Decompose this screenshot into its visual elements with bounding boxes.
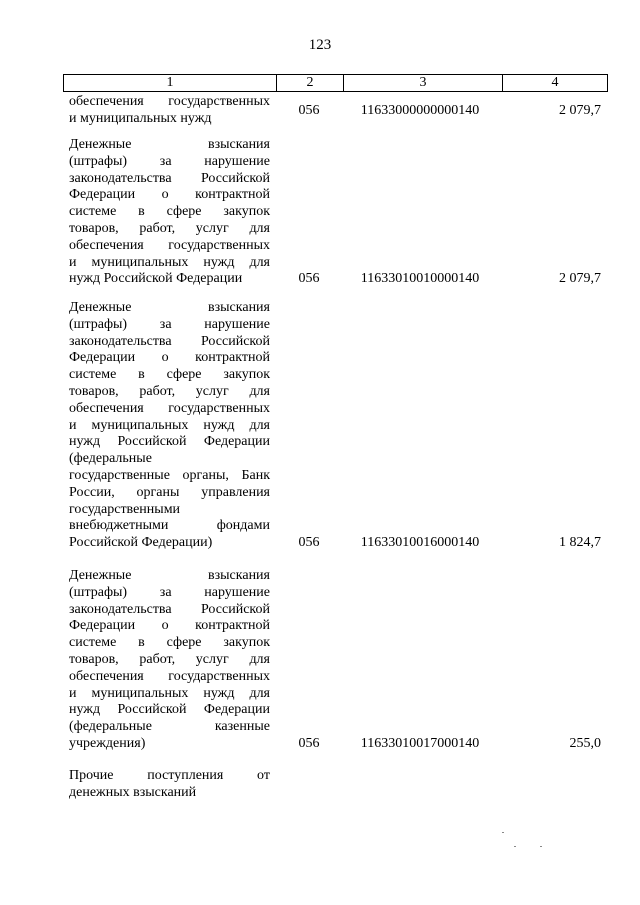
description-line: Федерации о контрактной [69, 618, 270, 634]
description-line: Прочие поступления от [69, 768, 270, 783]
description-line: системе в сфере закупок [69, 204, 270, 220]
description-line: (федеральные казенные [69, 719, 270, 735]
revenue-code: 11633010010000140 [360, 271, 480, 287]
admin-code: 056 [298, 103, 320, 119]
column-header-3: 3 [344, 75, 503, 92]
description-line: системе в сфере закупок [69, 635, 270, 651]
amount-value: 255,0 [569, 736, 601, 751]
description-line: товаров, работ, услуг для [69, 383, 270, 399]
row-description [69, 300, 270, 552]
description-line: государственные органы, Банк [69, 467, 270, 483]
description-line: денежных взысканий [69, 784, 197, 800]
description-line: законодательства Российской [69, 601, 270, 617]
description-line: обеспечения государственных [69, 94, 270, 109]
description-line: (штрафы) за нарушение [69, 153, 270, 169]
description-line: нужд Российской Федерации [69, 434, 270, 450]
description-line: (федеральные [69, 451, 152, 467]
column-header-1: 1 [64, 75, 277, 92]
row-description [69, 137, 270, 288]
description-line: и муниципальных нужд для [69, 254, 270, 270]
amount-value: 2 079,7 [559, 271, 601, 287]
row-description [69, 568, 270, 753]
description-line: Российской Федерации) [69, 535, 213, 551]
description-line: и муниципальных нужд [69, 110, 212, 126]
column-header-4: 4 [503, 75, 608, 92]
amount-value: 1 824,7 [559, 535, 601, 551]
description-line: законодательства Российской [69, 170, 270, 186]
description-line: внебюджетными фондами [69, 518, 270, 534]
description-line: нужд Российской Федерации [69, 702, 270, 718]
admin-code: 056 [298, 535, 320, 551]
revenue-code: 11633010016000140 [360, 535, 480, 551]
revenue-code: 11633010017000140 [360, 736, 480, 751]
description-line: Федерации о контрактной [69, 350, 270, 366]
description-line: нужд Российской Федерации [69, 271, 243, 287]
admin-code: 056 [298, 736, 320, 751]
description-line: товаров, работ, услуг для [69, 651, 270, 667]
description-line: (штрафы) за нарушение [69, 316, 270, 332]
amount-value: 2 079,7 [559, 103, 601, 119]
description-line: учреждения) [69, 735, 146, 751]
column-header-2: 2 [277, 75, 344, 92]
row-description [69, 94, 270, 128]
description-line: обеспечения государственных [69, 400, 270, 416]
description-line: и муниципальных нужд для [69, 685, 270, 701]
row-description [69, 768, 270, 802]
description-line: и муниципальных нужд для [69, 417, 270, 433]
description-line: обеспечения государственных [69, 237, 270, 253]
description-line: Денежные взыскания [69, 568, 270, 583]
description-line: Федерации о контрактной [69, 187, 270, 203]
description-line: законодательства Российской [69, 333, 270, 349]
column-header-table [63, 74, 608, 92]
admin-code: 056 [298, 271, 320, 287]
description-line: Денежные взыскания [69, 300, 270, 315]
description-line: России, органы управления [69, 484, 270, 500]
description-line: обеспечения государственных [69, 668, 270, 684]
description-line: Денежные взыскания [69, 137, 270, 152]
page-number: 123 [308, 37, 332, 53]
scan-marks [500, 830, 560, 850]
description-line: (штрафы) за нарушение [69, 584, 270, 600]
description-line: системе в сфере закупок [69, 367, 270, 383]
revenue-code: 11633000000000140 [360, 103, 480, 119]
description-line: товаров, работ, услуг для [69, 220, 270, 236]
description-line: государственными [69, 501, 181, 517]
